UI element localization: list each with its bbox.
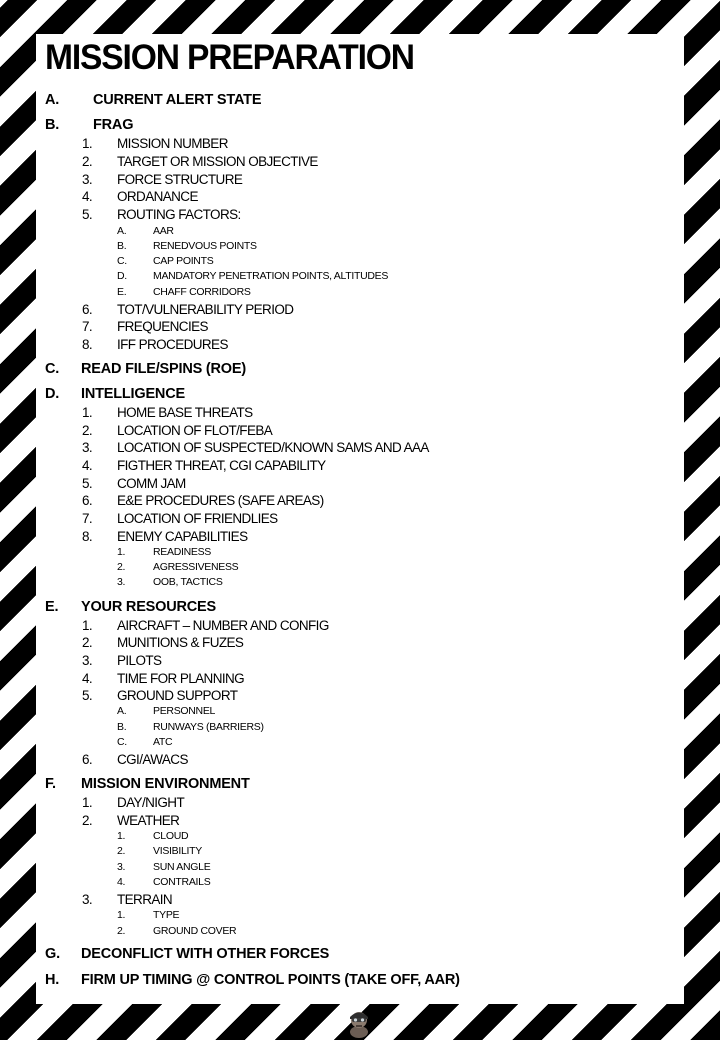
- list-item-marker: 5.: [82, 476, 93, 491]
- list-item-label: DAY/NIGHT: [117, 795, 185, 810]
- list-item-marker: 1.: [82, 405, 93, 420]
- list-item-label: ORDANANCE: [117, 189, 198, 204]
- list-item-marker: 3.: [82, 440, 93, 455]
- sub-list-item-label: SUN ANGLE: [153, 861, 211, 873]
- list-item-marker: 1.: [82, 795, 93, 810]
- list-item-marker: 6.: [82, 493, 93, 508]
- section-heading-label: FIRM UP TIMING @ CONTROL POINTS (TAKE OFF, AAR): [81, 972, 460, 988]
- section-heading-marker: H.: [45, 972, 60, 988]
- list-item-label: IFF PROCEDURES: [117, 337, 228, 352]
- list-item-marker: 3.: [82, 172, 93, 187]
- list-item-label: LOCATION OF FLOT/FEBA: [117, 423, 273, 438]
- section-heading-label: FRAG: [93, 117, 134, 133]
- sub-list-item-label: OOB, TACTICS: [153, 576, 223, 588]
- sub-list-item-marker: 2.: [117, 561, 126, 573]
- list-item-marker: 2.: [82, 423, 93, 438]
- list-item-marker: 3.: [82, 653, 93, 668]
- sub-list-item-marker: 1.: [117, 546, 126, 558]
- list-item-label: AIRCRAFT – NUMBER AND CONFIG: [117, 618, 329, 633]
- sub-list-item-label: AGRESSIVENESS: [153, 561, 239, 573]
- sub-list-item-label: AAR: [153, 225, 174, 237]
- list-item-marker: 3.: [82, 892, 93, 907]
- sub-list-item-marker: 3.: [117, 861, 126, 873]
- list-item-marker: 2.: [82, 813, 93, 828]
- sub-list-item-label: PERSONNEL: [153, 705, 216, 717]
- list-item-marker: 7.: [82, 319, 93, 334]
- list-item-label: FIGTHER THREAT, CGI CAPABILITY: [117, 458, 326, 473]
- list-item-label: HOME BASE THREATS: [117, 405, 253, 420]
- sub-list-item-marker: A.: [117, 705, 127, 717]
- list-item-marker: 7.: [82, 511, 93, 526]
- list-item-marker: 4.: [82, 189, 93, 204]
- list-item-label: E&E PROCEDURES (SAFE AREAS): [117, 493, 324, 508]
- list-item-label: WEATHER: [117, 813, 180, 828]
- section-heading-marker: A.: [45, 92, 60, 108]
- list-item-label: GROUND SUPPORT: [117, 688, 238, 703]
- sub-list-item-label: GROUND COVER: [153, 925, 237, 937]
- list-item-label: MISSION NUMBER: [117, 136, 228, 151]
- list-item-marker: 6.: [82, 302, 93, 317]
- list-item-marker: 8.: [82, 337, 93, 352]
- section-heading-label: CURRENT ALERT STATE: [93, 92, 262, 108]
- list-item-label: LOCATION OF FRIENDLIES: [117, 511, 278, 526]
- list-item-label: ROUTING FACTORS:: [117, 207, 241, 222]
- list-item-marker: 1.: [82, 618, 93, 633]
- list-item-label: MUNITIONS & FUZES: [117, 635, 244, 650]
- list-item-label: CGI/AWACS: [117, 752, 188, 767]
- pilot-mascot-icon: [346, 1008, 372, 1038]
- page-title: MISSION PREPARATION: [45, 38, 414, 77]
- list-item-marker: 2.: [82, 154, 93, 169]
- section-heading-label: YOUR RESOURCES: [81, 599, 216, 615]
- list-item-marker: 1.: [82, 136, 93, 151]
- sub-list-item-marker: 1.: [117, 909, 126, 921]
- list-item-label: FREQUENCIES: [117, 319, 208, 334]
- list-item-label: FORCE STRUCTURE: [117, 172, 243, 187]
- list-item-marker: 8.: [82, 529, 93, 544]
- sub-list-item-marker: D.: [117, 270, 127, 282]
- sub-list-item-marker: C.: [117, 736, 127, 748]
- sub-list-item-label: CLOUD: [153, 830, 189, 842]
- section-heading-marker: B.: [45, 117, 60, 133]
- list-item-marker: 5.: [82, 688, 93, 703]
- sub-list-item-label: ATC: [153, 736, 173, 748]
- list-item-marker: 4.: [82, 671, 93, 686]
- sub-list-item-marker: 4.: [117, 876, 126, 888]
- sub-list-item-label: CONTRAILS: [153, 876, 211, 888]
- sub-list-item-marker: 2.: [117, 925, 126, 937]
- section-heading-label: DECONFLICT WITH OTHER FORCES: [81, 946, 330, 962]
- sub-list-item-label: READINESS: [153, 546, 211, 558]
- section-heading-label: READ FILE/SPINS (ROE): [81, 361, 246, 377]
- sub-list-item-label: VISIBILITY: [153, 845, 202, 857]
- list-item-label: LOCATION OF SUSPECTED/KNOWN SAMS AND AAA: [117, 440, 429, 455]
- list-item-marker: 4.: [82, 458, 93, 473]
- sub-list-item-label: CHAFF CORRIDORS: [153, 286, 251, 298]
- list-item-label: COMM JAM: [117, 476, 186, 491]
- section-heading-marker: E.: [45, 599, 59, 615]
- section-heading-marker: C.: [45, 361, 60, 377]
- sub-list-item-marker: A.: [117, 225, 127, 237]
- list-item-label: ENEMY CAPABILITIES: [117, 529, 248, 544]
- list-item-label: TOT/VULNERABILITY PERIOD: [117, 302, 294, 317]
- section-heading-marker: F.: [45, 776, 56, 792]
- sub-list-item-label: RUNWAYS (BARRIERS): [153, 721, 264, 733]
- sub-list-item-label: MANDATORY PENETRATION POINTS, ALTITUDES: [153, 270, 389, 282]
- sub-list-item-label: TYPE: [153, 909, 180, 921]
- section-heading-marker: D.: [45, 386, 60, 402]
- sub-list-item-marker: C.: [117, 255, 127, 267]
- sub-list-item-label: CAP POINTS: [153, 255, 214, 267]
- list-item-label: TARGET OR MISSION OBJECTIVE: [117, 154, 318, 169]
- section-heading-marker: G.: [45, 946, 60, 962]
- sub-list-item-marker: B.: [117, 240, 127, 252]
- sub-list-item-marker: B.: [117, 721, 127, 733]
- list-item-marker: 5.: [82, 207, 93, 222]
- sub-list-item-label: RENEDVOUS POINTS: [153, 240, 257, 252]
- list-item-label: PILOTS: [117, 653, 162, 668]
- list-item-label: TERRAIN: [117, 892, 173, 907]
- list-item-marker: 6.: [82, 752, 93, 767]
- sub-list-item-marker: 3.: [117, 576, 126, 588]
- section-heading-label: INTELLIGENCE: [81, 386, 185, 402]
- list-item-label: TIME FOR PLANNING: [117, 671, 245, 686]
- list-item-marker: 2.: [82, 635, 93, 650]
- section-heading-label: MISSION ENVIRONMENT: [81, 776, 250, 792]
- sub-list-item-marker: 2.: [117, 845, 126, 857]
- sub-list-item-marker: 1.: [117, 830, 126, 842]
- sub-list-item-marker: E.: [117, 286, 127, 298]
